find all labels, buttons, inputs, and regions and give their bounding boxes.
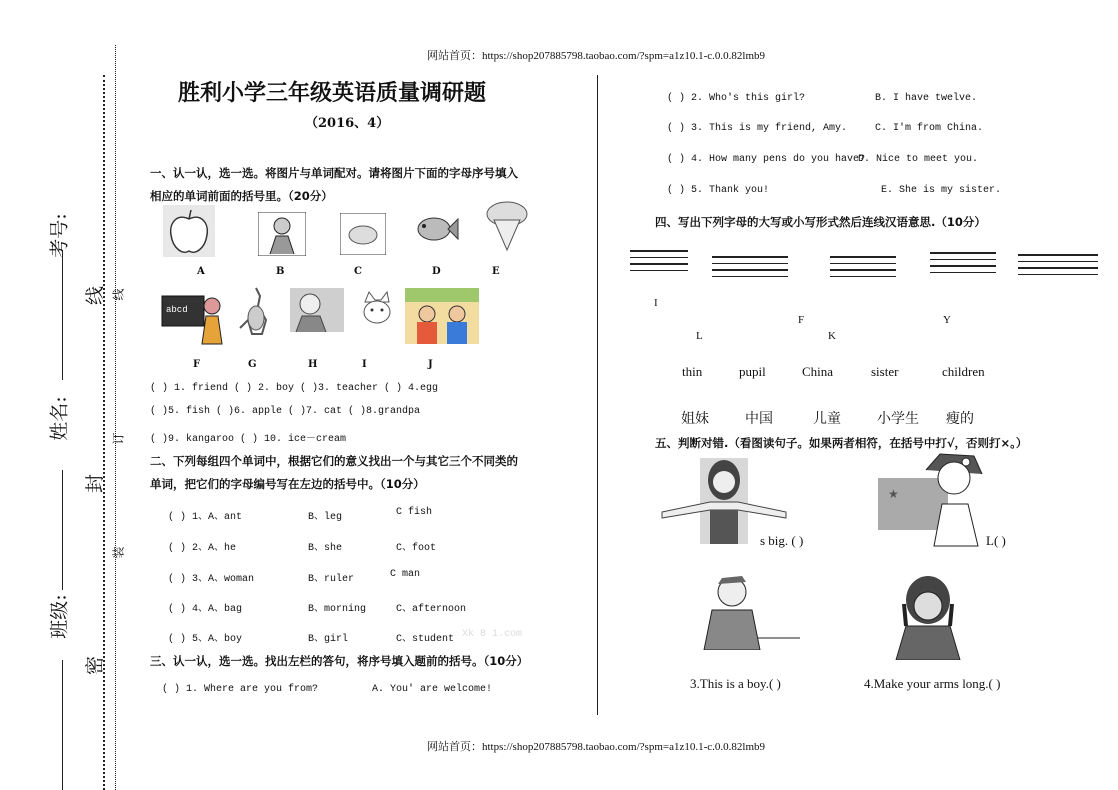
sec2-row4-q: ( ) 4、A、bag (168, 604, 243, 615)
letter-c: C (354, 266, 362, 277)
cn-ertong: 儿童 (813, 411, 841, 427)
banji-label: 班级: (48, 594, 71, 639)
margin-zhuang: 装 (111, 546, 126, 559)
sec3-a3: C. I'm from China. (875, 123, 984, 134)
sec3-a1: A. You' are welcome! (372, 684, 493, 695)
sec1-items-row3: ( )9. kangaroo ( ) 10. ice－cream (150, 434, 347, 445)
apple-picture (163, 205, 215, 257)
letter-d: D (432, 266, 441, 277)
letter-g: G (248, 359, 257, 370)
grandpa-picture (290, 288, 344, 332)
sec2-row1-c: C fish (396, 507, 433, 518)
watermark: Xk B 1.com (462, 629, 523, 640)
sec2-row1-b: B、leg (308, 512, 343, 523)
sec5-title: 五、判断对错.（看图读句子。如果两者相符，在括号中打√，否则打×。） (655, 436, 1028, 450)
letter-cap-i: I (654, 297, 658, 309)
letter-h: H (308, 359, 318, 370)
letter-i: I (362, 359, 367, 370)
girl-flag-picture (878, 448, 990, 548)
sec2-row5-c: C、student (396, 634, 455, 645)
friends-picture (405, 288, 479, 344)
xingming-label: 姓名: (48, 396, 71, 441)
letter-e: E (492, 266, 500, 277)
letter-b: B (276, 266, 285, 277)
word-thin: thin (682, 364, 703, 379)
binding-dotted-line (103, 75, 105, 790)
footer-url: 网站首页：https://shop207885798.taobao.com/?spm=a1z10.1-c.0.0.82lmb9 (427, 741, 766, 753)
boy-picture (258, 212, 306, 256)
sec3-a2: B. I have twelve. (875, 93, 978, 104)
letter-cap-y: Y (943, 314, 951, 326)
cn-zhongguo: 中国 (745, 411, 773, 427)
sentence-2: L( ) (986, 533, 1006, 548)
kangaroo-picture (236, 284, 278, 338)
svg-text:abcd: abcd (166, 305, 188, 315)
sec1-title-1: 一、认一认，选一选。将图片与单词配对。请将图片下面的字母序号填入 (150, 166, 518, 180)
margin-mi: 密 (84, 655, 107, 676)
sentence-4: 4.Make your arms long.( ) (864, 676, 1001, 691)
sec3-title: 三、认一认，选一选。找出左栏的答句，将序号填入题前的括号。（10分） (150, 654, 529, 668)
sec2-title-2: 单词，把它们的字母编号写在左边的括号中。（10分） (150, 477, 425, 491)
svg-text:★: ★ (888, 487, 899, 501)
sentence-3: 3.This is a boy.( ) (690, 676, 781, 691)
margin-ding: 订 (111, 432, 126, 445)
letter-f: F (193, 359, 201, 370)
boy-picture-2 (688, 570, 802, 650)
margin-xian: 线 (84, 285, 107, 306)
margin-xian-small: 线 (111, 288, 126, 301)
word-children: children (942, 364, 985, 379)
sec2-row3-b: B、ruler (308, 574, 355, 585)
cat-picture (357, 290, 397, 330)
sec3-q2: ( ) 2. Who's this girl? (667, 93, 806, 104)
sec2-row1-q: ( ) 1、A、ant (168, 512, 243, 523)
sec3-a4: D. Nice to meet you. (858, 154, 979, 165)
word-sister: sister (871, 364, 899, 379)
binding-dotted-line-2 (115, 45, 116, 790)
sec3-q5: ( ) 5. Thank you! (667, 185, 770, 196)
margin-rule (62, 660, 63, 790)
letter-cap-f: F (798, 314, 805, 326)
sec2-row4-c: C、afternoon (396, 604, 467, 615)
sentence-1: s big. ( ) (760, 533, 804, 548)
girl-head-picture (876, 570, 982, 660)
column-divider (597, 75, 598, 715)
sec1-title-2: 相应的单词前面的括号里。（20分） (150, 189, 333, 203)
letter-j: J (428, 359, 433, 370)
fish-picture (410, 205, 460, 253)
sec3-q1: ( ) 1. Where are you from? (162, 684, 319, 695)
writing-lines-3 (830, 256, 896, 282)
sec1-items-row2: ( )5. fish ( )6. apple ( )7. cat ( )8.grandpa (150, 406, 421, 417)
sec2-title-1: 二、下列每组四个单词中，根据它们的意义找出一个与其它三个不同类的 (150, 454, 518, 468)
word-pupil: pupil (739, 364, 766, 379)
ice-cream-picture (482, 198, 532, 252)
letter-cap-k: K (828, 330, 836, 342)
letter-cap-l: L (696, 330, 703, 342)
xingming-underline (62, 250, 63, 380)
cn-shoude: 瘦的 (946, 411, 974, 427)
sec3-a5: E. She is my sister. (881, 185, 1002, 196)
sec2-row3-c: C man (390, 569, 421, 580)
sec4-title: 四、写出下列字母的大写或小写形式然后连线汉语意思.（10分） (655, 215, 986, 229)
cn-xiaoxuesheng: 小学生 (877, 411, 919, 427)
teacher-picture (160, 288, 226, 346)
margin-feng: 封 (84, 473, 107, 494)
writing-lines-4 (930, 252, 996, 278)
writing-lines-1 (630, 250, 688, 276)
sec2-row5-b: B、girl (308, 634, 349, 645)
banji-underline (62, 470, 63, 590)
sec2-row5-q: ( ) 5、A、boy (168, 634, 243, 645)
kaohao-label: 考号: (48, 213, 71, 258)
letter-a: A (197, 266, 205, 277)
sec2-row2-b: B、she (308, 543, 343, 554)
sec1-items-row1: ( ) 1. friend ( ) 2. boy ( )3. teacher ( ) 4.egg (150, 383, 439, 394)
writing-lines-2 (712, 256, 788, 282)
page-subtitle: （2016、4） (305, 116, 390, 131)
page-title: 胜利小学三年级英语质量调研题 (178, 80, 487, 106)
sec3-q3: ( ) 3. This is my friend, Amy. (667, 123, 848, 134)
header-url: 网站首页：https://shop207885798.taobao.com/?spm=a1z10.1-c.0.0.82lmb9 (427, 50, 766, 62)
sec3-q4: ( ) 4. How many pens do you have? (667, 154, 866, 165)
cn-jiemei: 姐妹 (681, 411, 709, 427)
sec2-row2-q: ( ) 2、A、he (168, 543, 237, 554)
sec2-row2-c: C、foot (396, 543, 437, 554)
word-china: China (802, 364, 834, 379)
sec2-row4-b: B、morning (308, 604, 367, 615)
egg-picture (340, 213, 386, 255)
sec2-row3-q: ( ) 3、A、woman (168, 574, 255, 585)
girl-arms-picture (660, 458, 788, 544)
writing-lines-5 (1018, 254, 1098, 280)
